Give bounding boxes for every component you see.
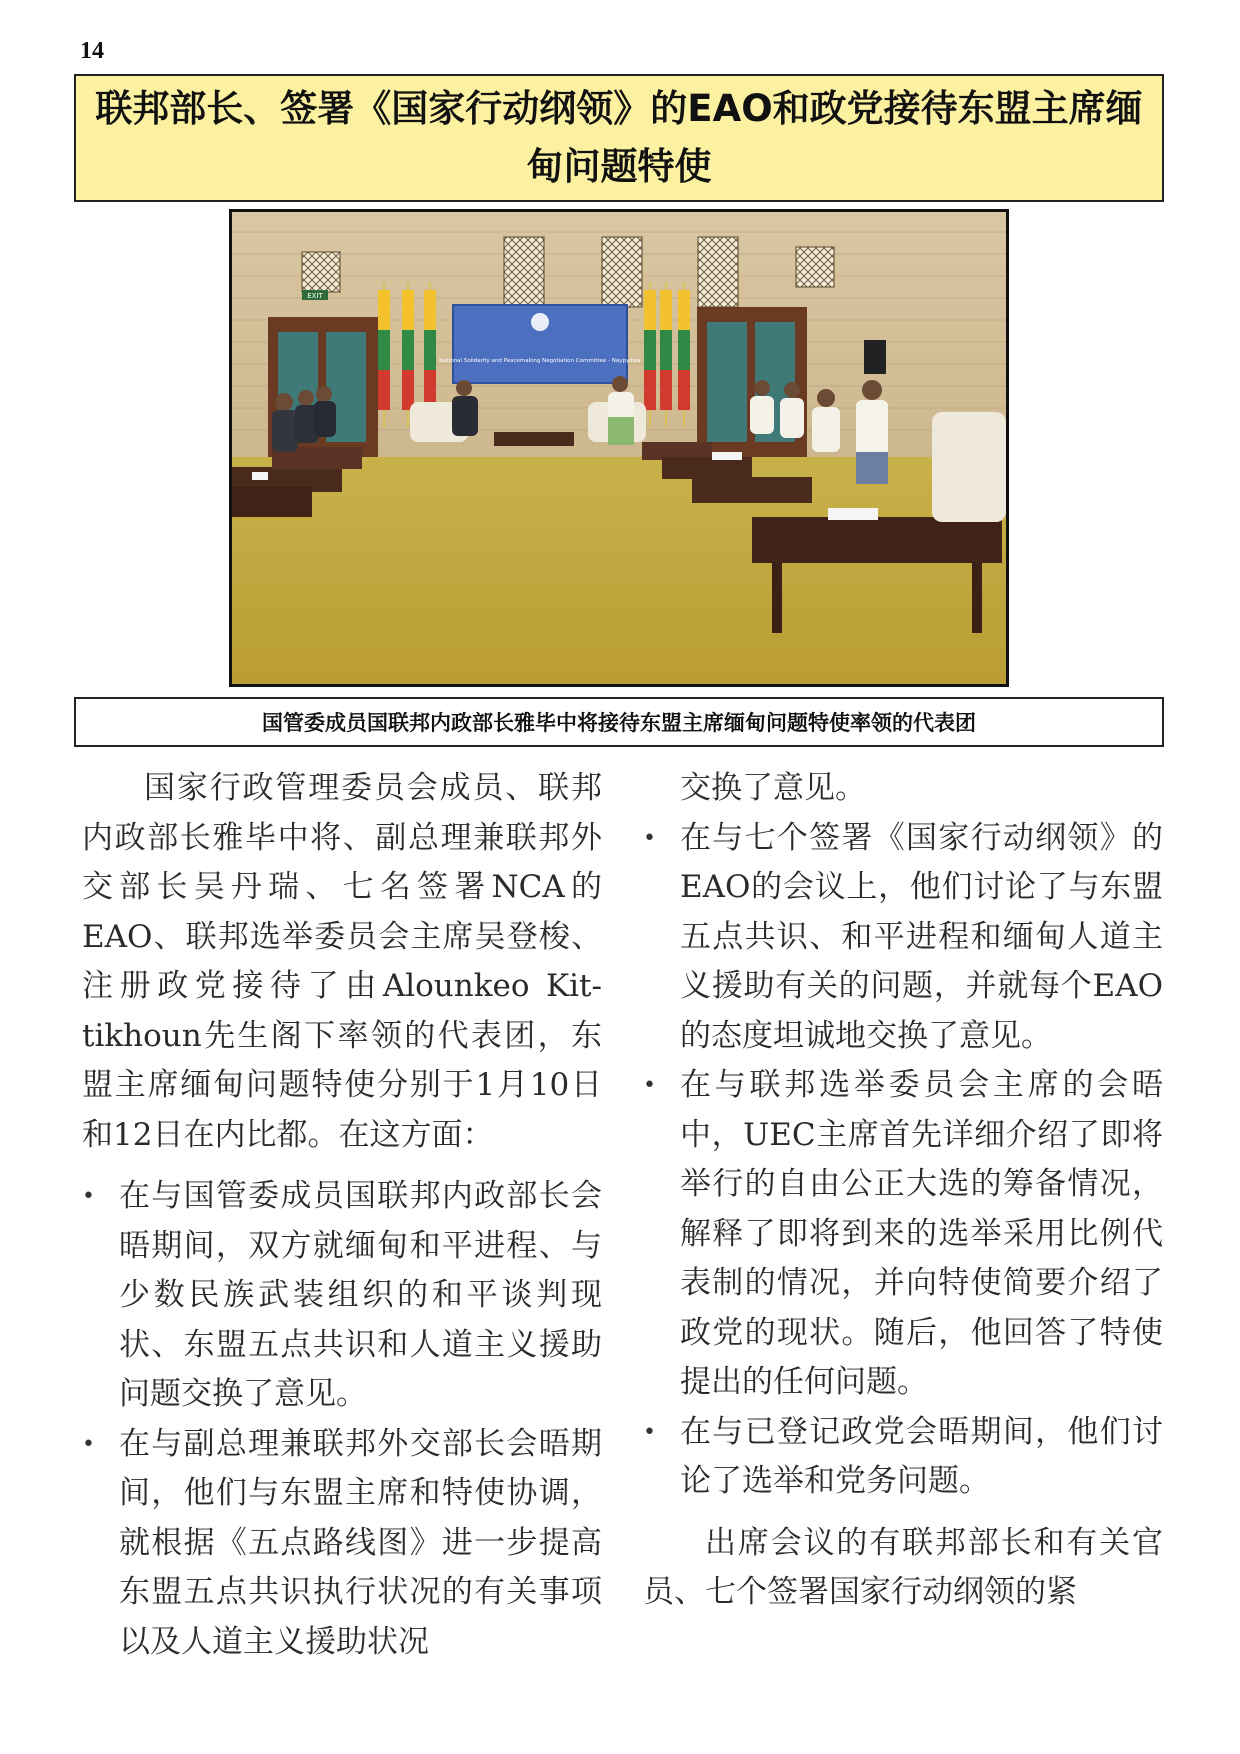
photo-caption-box bbox=[74, 697, 1164, 747]
left-column bbox=[82, 764, 602, 1667]
closing-paragraph: 出席会议的有联邦部长和有关官员、七个签署国家行动纲领的紧 bbox=[643, 1524, 1163, 1610]
meeting-room-photo bbox=[232, 212, 1006, 684]
bullet-text: 在与国管委成员国联邦内政部长会晤期间，双方就缅甸和平进程、与少数民族武装组织的和平谈判现状、东盟五点共识和人道主义援助问题交换了意见。 bbox=[119, 1178, 602, 1412]
bullet-text: 在与联邦选举委员会主席的会晤中，UEC主席首先详细介绍了即将举行的自由公正大选的筹备情况，解释了即将到来的选举采用比例代表制的情况，并向特使简要介绍了政党的现状。随后，他回答了特使提出的任何问题。 bbox=[680, 1067, 1163, 1400]
exit-sign: EXIT bbox=[307, 292, 323, 300]
headline: 联邦部长、签署《国家行动纲领》的EAO和政党接待东盟主席缅甸问题特使 bbox=[95, 87, 1143, 188]
intro-paragraph: 国家行政管理委员会成员、联邦内政部长雅毕中将、副总理兼联邦外交部长吴丹瑞、七名签署NCA的EAO、联邦选举委员会主席吴登梭、注册政党接待了由Alounkeo Kit-tikhoun先生阁下率领的代表团，东盟主席缅甸问题特使分别于1月10日和12日在内比都。在这方面： bbox=[82, 770, 602, 1153]
bullet-icon: • bbox=[82, 1184, 95, 1209]
list-item bbox=[82, 1172, 602, 1420]
list-item bbox=[643, 814, 1163, 1062]
headline-box bbox=[74, 74, 1164, 202]
continuation-text: 交换了意见。 bbox=[680, 770, 866, 806]
right-column bbox=[643, 764, 1163, 1618]
bullet-text: 在与副总理兼联邦外交部长会晤期间，他们与东盟主席和特使协调，就根据《五点路线图》进一步提高东盟五点共识执行状况的有关事项以及人道主义援助状况 bbox=[119, 1425, 602, 1660]
bullet-icon: • bbox=[643, 1073, 656, 1098]
bullet-icon: • bbox=[82, 1431, 95, 1457]
photo-banner-text: National Solidarity and Peacemaking Negotiation Committee - Naypyitaw bbox=[439, 358, 641, 364]
list-item bbox=[643, 1408, 1163, 1507]
right-bullet-list bbox=[643, 814, 1163, 1507]
left-bullet-list bbox=[82, 1172, 602, 1667]
news-photo bbox=[229, 209, 1009, 687]
list-item bbox=[82, 1420, 602, 1668]
bullet-text: 在与七个签署《国家行动纲领》的EAO的会议上，他们讨论了与东盟五点共识、和平进程和缅甸人道主义援助有关的问题，并就每个EAO的态度坦诚地交换了意见。 bbox=[680, 819, 1163, 1054]
page-number: 14 bbox=[80, 38, 104, 64]
bullet-icon: • bbox=[643, 825, 656, 851]
photo-caption: 国管委成员国联邦内政部长雅毕中将接待东盟主席缅甸问题特使率领的代表团 bbox=[262, 711, 976, 735]
bullet-icon: • bbox=[643, 1419, 656, 1445]
list-item bbox=[643, 1061, 1163, 1408]
bullet-text: 在与已登记政党会晤期间，他们讨论了选举和党务问题。 bbox=[680, 1413, 1163, 1499]
